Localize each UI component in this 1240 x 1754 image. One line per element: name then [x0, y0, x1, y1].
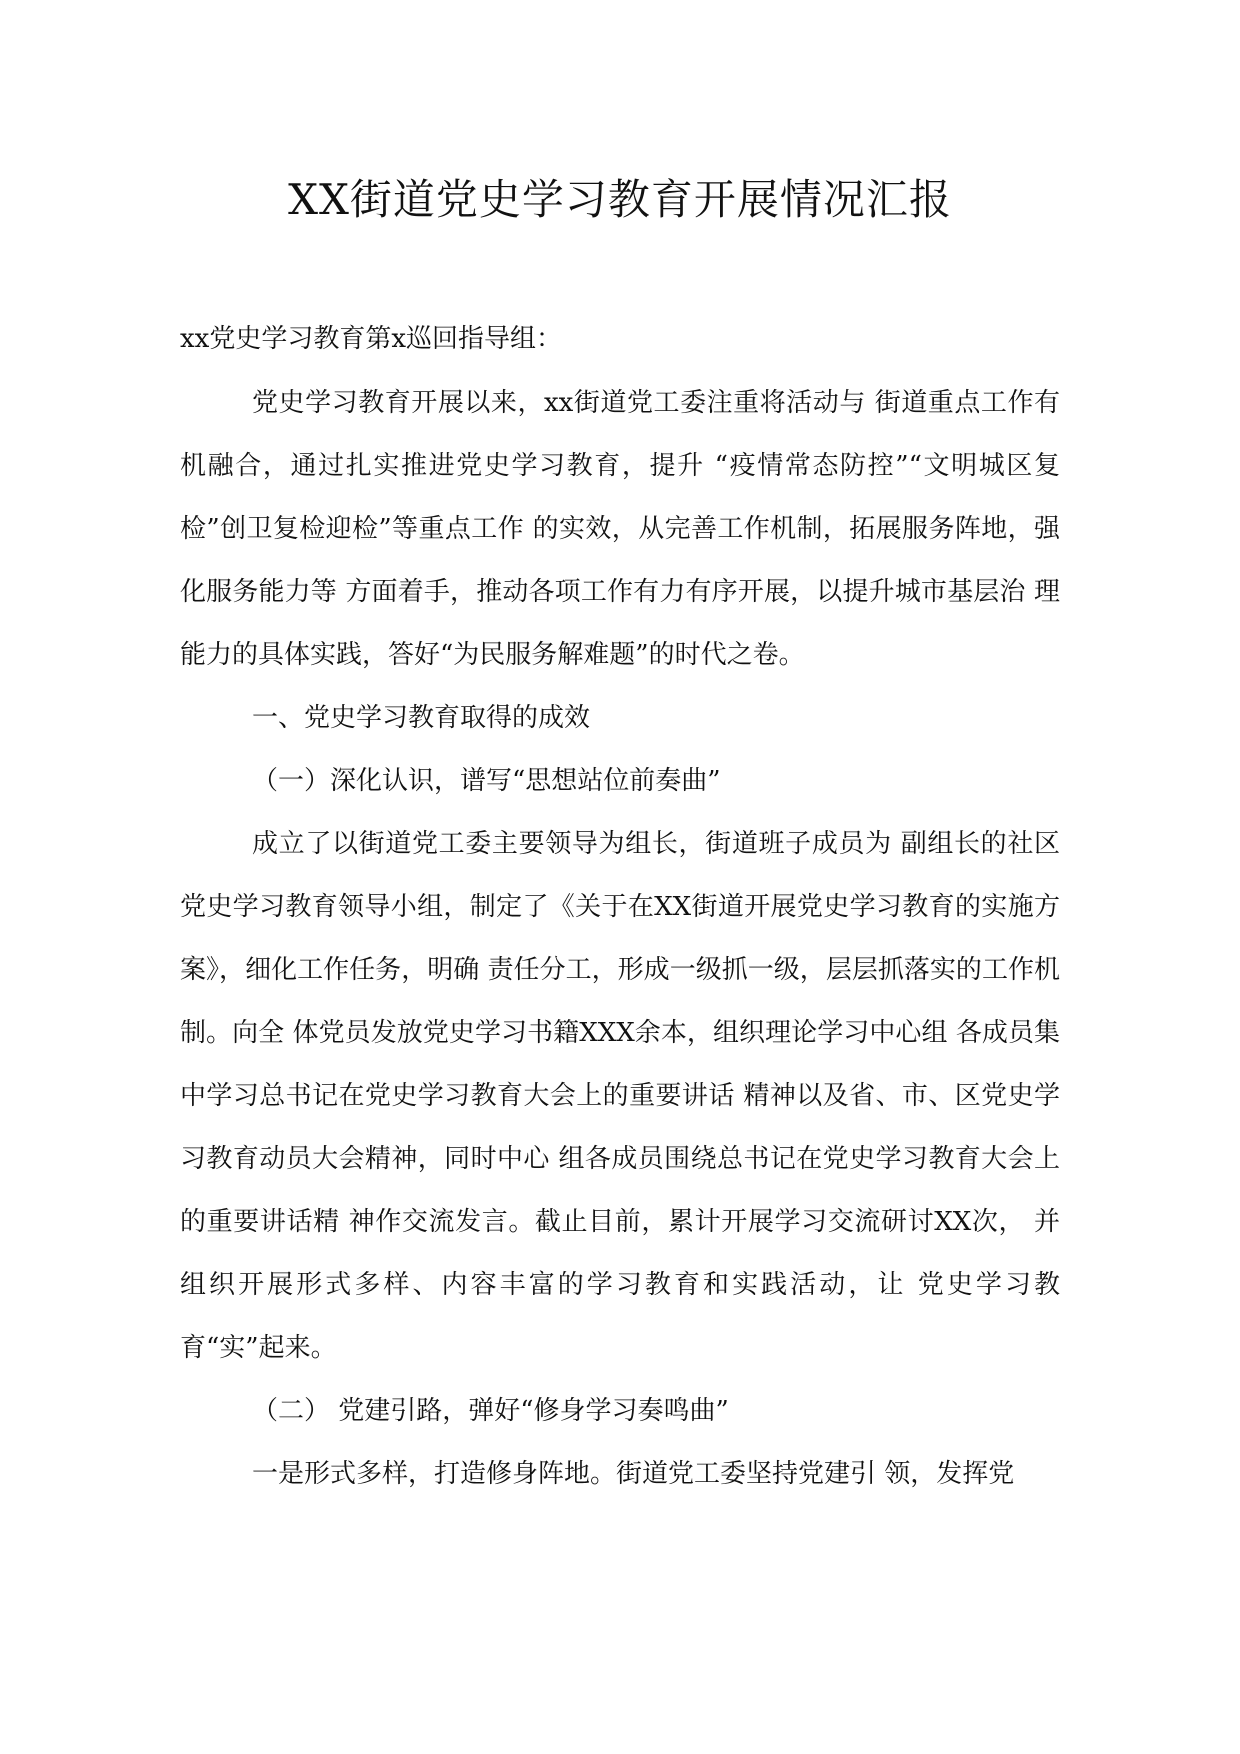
paragraph-subsection-1: 成立了以街道党工委主要领导为组长，街道班子成员为 副组长的社区党史学习教育领导小组，制定了《关于在XX街道开展党史学习教育的实施方案》，细化工作任务，明确 责任分工，形成一级抓一级，层层抓落实的工作机制。向全 体党员发放党史学习书籍XXX余本，组织理论学习中心组 各成员集中学习总书记在党史学习教育大会上的重要讲话 精神以及省、市、区党史学习教育动员大会精神，同时中心 组各成员围绕总书记在党史学习教育大会上的重要讲话精 神作交流发言。截止目前，累计开展学习交流研讨XX次， 并组织开展形式多样、内容丰富的学习教育和实践活动，让 党史学习教育“实”起来。 [180, 829, 1060, 1363]
subsection-heading-1: （一）深化认识，谱写“思想站位前奏曲” [252, 766, 721, 796]
paragraph-subsection-2: 一是形式多样，打造修身阵地。街道党工委坚持党建引 领，发挥党 [252, 1459, 1015, 1489]
document-title: XX街道党史学习教育开展情况汇报 [288, 175, 952, 224]
salutation: xx党史学习教育第x巡回指导组： [180, 324, 562, 354]
paragraph-intro: 党史学习教育开展以来，xx街道党工委注重将活动与 街道重点工作有机融合，通过扎实推进党史学习教育，提升 “疫情常态防控”“文明城区复检”创卫复检迎检”等重点工作 的实效，从完善工作机制，拓展服务阵地，强化服务能力等 方面着手，推动各项工作有力有序开展，以提升城市基层治 理能力的具体实践，答好“为民服务解难题”的时代之卷。 [180, 388, 1060, 670]
section-heading-achievements: 一、党史学习教育取得的成效 [252, 703, 591, 733]
subsection-heading-2: （二） 党建引路，弹好“修身学习奏鸣曲” [252, 1396, 729, 1426]
document-body [180, 372, 1060, 1506]
